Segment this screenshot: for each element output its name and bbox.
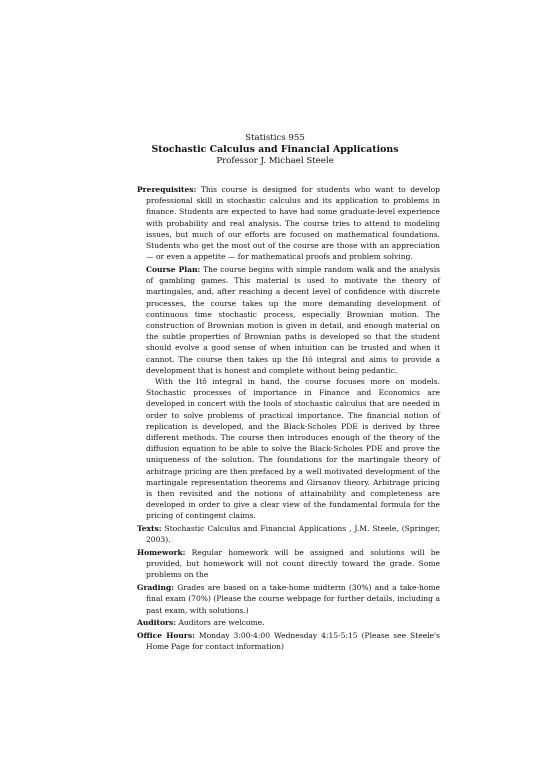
auditors-label: Auditors: — [137, 618, 177, 628]
course-header — [0, 133, 550, 167]
prerequisites-section — [137, 184, 440, 262]
course-plan-section — [137, 264, 440, 522]
homework-text: Regular homework will be assigned and solutions will be provided, but homework will not count directly toward the grade. Some problems on the — [146, 548, 440, 580]
office-hours-label: Office Hours: — [137, 630, 195, 640]
texts-text: Stochastic Calculus and Financial Applications , J.M. Steele, (Springer, 2003). — [146, 524, 440, 545]
grading-section — [137, 582, 440, 616]
course-title: Stochastic Calculus and Financial Applications — [151, 144, 399, 155]
homework-section — [137, 547, 440, 581]
course-plan-label: Course Plan: — [146, 264, 201, 274]
grading-label: Grading: — [137, 583, 175, 593]
course-number: Statistics 955 — [245, 133, 305, 143]
course-plan-text-2: With the Itô integral in hand, the course focuses more on models. Stochastic processes of importance in Finance and Economics are developed in concert with the tools of stochastic calculus that are needed in order to solve problems of practical importance. The financial notion of replication is developed, and the Black-Scholes PDE is derived by three different methods. The course then introduces enough of the theory of the diffusion equation to be able to solve the Black-Scholes PDE and prove the uniqueness of the solution. The foundations for the martingale theory of arbitrage pricing are then prefaced by a well motivated development of the martingale representation theorems and Girsanov theory. Arbitrage pricing is then revisited and the notions of attainability and completeness are developed in order to give a clear view of the fundamental formula for the pricing of contingent claims. — [146, 376, 440, 521]
prerequisites-label: Prerequisites: — [137, 185, 197, 194]
homework-label: Homework: — [137, 548, 186, 557]
auditors-text: Auditors are welcome. — [178, 618, 265, 628]
texts-section — [137, 523, 440, 545]
office-hours-section — [137, 630, 440, 652]
grading-text: Grades are based on a take-home midterm (30%) and a take-home final exam (70%) (Please the course webpage for further details, including a past exam, with solutions.) — [146, 583, 440, 615]
syllabus-body — [137, 184, 440, 654]
auditors-section — [137, 617, 440, 628]
professor-name: Professor J. Michael Steele — [216, 156, 334, 166]
office-hours-text: Monday 3:00-4:00 Wednesday 4:15-5:15 (Please see Steele's Home Page for contact information) — [146, 630, 440, 652]
texts-label: Texts: — [137, 524, 162, 534]
course-plan-text-1: The course begins with simple random walk and the analysis of gambling games. This material is used to motivate the theory of martingales, and, after reaching a decent level of confidence with discrete processes, the course takes up the more demanding development of continuous time stochastic process, especially Brownian motion. The construction of Brownian motion is given in detail, and enough material on the subtle properties of Brownian paths is developed so that the student should evolve a good sense of when intuition can be trusted and when it cannot. The course then takes up the Itô integral and aims to provide a development that is honest and complete without being pedantic. — [146, 264, 440, 375]
prerequisites-text: This course is designed for students who want to develop professional skill in stochastic calculus and its application to problems in finance. Students are expected to have had some graduate-level experience with probability and real analysis. The course tries to attend to modeling issues, but much of our efforts are focused on mathematical foundations. Students who get the most out of the course are those with an appreciation — or even a appetite — for mathematical proofs and problem solving. — [146, 185, 441, 262]
